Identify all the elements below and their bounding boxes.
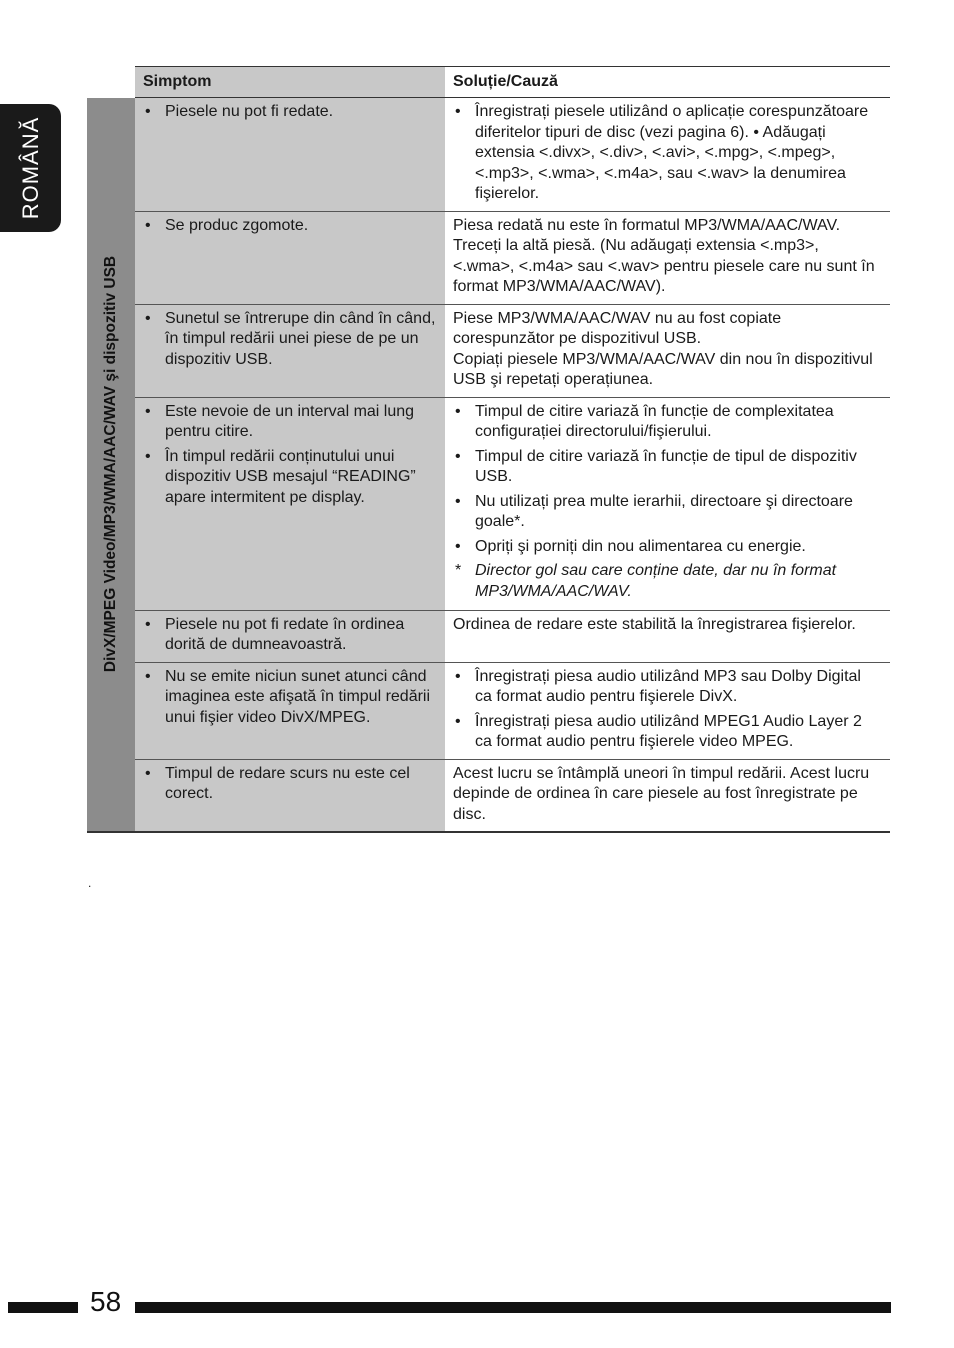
header-solution: Soluție/Cauză [445,67,890,98]
solution-cell [445,662,890,759]
symptom-cell [135,304,445,397]
table-row [87,759,890,832]
solution-cell [445,397,890,610]
header-symptom: Simptom [135,67,445,98]
symptom-item: • Se produc zgomote. [143,216,437,237]
symptom-cell [135,98,445,212]
symptom-item: • Timpul de redare scurs nu este cel corect. [143,764,437,805]
table-row [87,98,890,212]
symptom-item: • În timpul redării conținutului unui dispozitiv USB mesajul “READING” apare intermitent pe display. [143,447,437,509]
solution-text: Ordinea de redare este stabilită la înregistrarea fişierelor. [453,615,856,633]
solution-text: Copiați piesele MP3/WMA/AAC/WAV din nou în dispozitivul USB şi repetați operațiunea. [453,350,873,388]
solution-item: • Nu utilizați prea multe ierarhii, directoare şi directoare goale*. [453,492,882,533]
table-row [87,397,890,610]
troubleshooting-table [87,66,890,833]
category-label: DivX/MPEG Video/MP3/WMA/AAC/WAV şi dispozitiv USB [101,256,119,673]
solution-item: • Înregistrați piesa audio utilizând MPEG1 Audio Layer 2 ca format audio pentru fişierele video MPEG. [453,712,882,753]
language-tab-label: ROMÂNĂ [17,116,43,220]
symptom-cell [135,610,445,662]
solution-item: • Opriți şi porniți din nou alimentarea cu energie. [453,537,882,558]
solution-item: • Timpul de citire variază în funcție de complexitatea configurației directorului/fişierului. [453,402,882,443]
symptom-cell [135,397,445,610]
symptom-item: • Sunetul se întrerupe din când în când, în timpul redării unei piese de pe un dispozitiv USB. [143,309,437,371]
table-row [87,610,890,662]
solution-text: Piesa redată nu este în formatul MP3/WMA/AAC/WAV. Treceți la altă piesă. (Nu adăugați extensia <.mp3>, <.wma>, <.m4a> sau <.wav> pentru piesele care nu sunt în format MP3/WMA/AAC/WAV). [453,216,875,295]
page-number: 58 [90,1286,122,1317]
symptom-item: • Piesele nu pot fi redate. [143,102,437,123]
footnote-item: * Director gol sau care conține date, dar nu în format MP3/WMA/AAC/WAV. [453,561,882,602]
symptom-cell [135,662,445,759]
table-header-row [87,67,890,98]
table-row [87,304,890,397]
symptom-item: • Nu se emite niciun sunet atunci când imaginea este afişată în timpul redării unui fişier video DivX/MPEG. [143,667,437,729]
solution-cell [445,211,890,304]
header-spacer [87,67,135,98]
symptom-item: • Este nevoie de un interval mai lung pentru citire. [143,402,437,443]
solution-item: • Timpul de citire variază în funcție de tipul de dispozitiv USB. [453,447,882,488]
symptom-cell [135,759,445,832]
solution-cell [445,98,890,212]
solution-text: Acest lucru se întâmplă uneori în timpul redării. Acest lucru depinde de ordinea în care piesele au fost înregistrate pe disc. [453,764,870,823]
stray-mark: . [88,876,92,890]
footer-bar-right [135,1302,891,1313]
footer-bar-left [8,1302,78,1313]
solution-text: Piese MP3/WMA/AAC/WAV nu au fost copiate corespunzător pe dispozitivul USB. [453,309,782,347]
solution-item: • Înregistrați piesele utilizând o aplicație corespunzătoare diferitelor tipuri de disc (vezi pagina 6). • Adăugați extensia <.divx>, <.div>, <.avi>, <.mpg>, <.mpeg>, <.mp3>, <.wma>, <.m4a>, sau <.wav> la denumirea fişierelor. [453,102,882,205]
solution-cell [445,304,890,397]
symptom-cell [135,211,445,304]
table-row [87,662,890,759]
table-row [87,211,890,304]
language-tab [0,104,61,232]
category-cell [87,98,135,833]
symptom-item: • Piesele nu pot fi redate în ordinea dorită de dumneavoastră. [143,615,437,656]
solution-item: • Înregistrați piesa audio utilizând MP3 sau Dolby Digital ca format audio pentru fişierele DivX. [453,667,882,708]
solution-cell [445,610,890,662]
solution-cell [445,759,890,832]
